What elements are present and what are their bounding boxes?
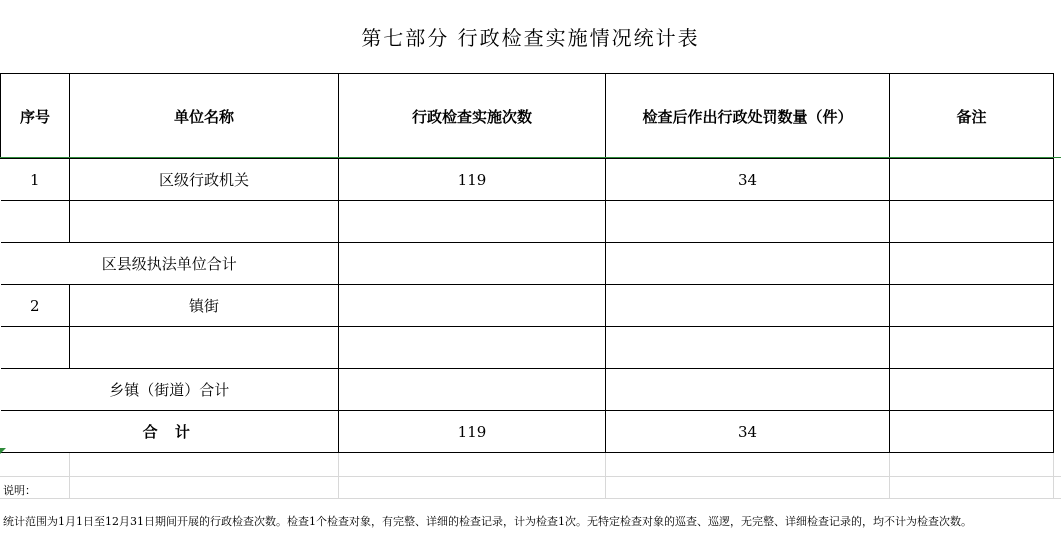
header-inspections: 行政检查实施次数 (339, 74, 606, 159)
cell-seq (1, 201, 70, 243)
total-inspections: 119 (339, 411, 606, 453)
note-text: 统计范围为1月1日至12月31日期间开展的行政检查次数。检查1个检查对象，有完整、详细的检查记录，计为检查1次。无特定检查对象的巡查、巡逻，无完整、详细检查记录的，均不计为检查次数。 (3, 515, 972, 528)
note-label: 说明： (3, 484, 36, 497)
cell-remark (890, 159, 1054, 201)
subtotal-row (1, 369, 1054, 411)
cell-inspections: 119 (339, 159, 606, 201)
table-row (1, 201, 1054, 243)
header-divider (0, 157, 1061, 158)
subtotal-district-label: 区县级执法单位合计 (1, 243, 339, 285)
cell-unit (70, 201, 339, 243)
cell-seq: 1 (1, 159, 70, 201)
header-seq: 序号 (1, 74, 70, 159)
cell-unit: 区级行政机关 (70, 159, 339, 201)
total-penalties: 34 (606, 411, 890, 453)
header-remark: 备注 (890, 74, 1054, 159)
subtotal-row (1, 243, 1054, 285)
cell-unit (70, 327, 339, 369)
header-penalties: 检查后作出行政处罚数量（件） (606, 74, 890, 159)
subtotal-town-label: 乡镇（街道）合计 (1, 369, 339, 411)
cell-penalties: 34 (606, 159, 890, 201)
header-unit: 单位名称 (70, 74, 339, 159)
cell-remark (890, 243, 1054, 285)
cell-remark (890, 285, 1054, 327)
cell-inspections (339, 327, 606, 369)
statistics-table (0, 73, 1054, 453)
cell-remark (890, 201, 1054, 243)
total-label: 合 计 (1, 411, 339, 453)
cell-unit: 镇街 (70, 285, 339, 327)
cell-penalties (606, 369, 890, 411)
cell-seq (1, 327, 70, 369)
cell-penalties (606, 201, 890, 243)
page-title: 第七部分 行政检查实施情况统计表 (361, 25, 700, 50)
cell-penalties (606, 243, 890, 285)
cell-penalties (606, 285, 890, 327)
table-row (1, 327, 1054, 369)
cell-inspections (339, 285, 606, 327)
sheet-gridline (0, 498, 1061, 499)
header-row (1, 74, 1054, 159)
cell-corner-marker (0, 448, 6, 454)
cell-penalties (606, 327, 890, 369)
cell-inspections (339, 201, 606, 243)
cell-inspections (339, 243, 606, 285)
cell-remark (890, 411, 1054, 453)
total-row (1, 411, 1054, 453)
sheet-gridline (0, 476, 1061, 477)
cell-seq: 2 (1, 285, 70, 327)
cell-remark (890, 369, 1054, 411)
cell-remark (890, 327, 1054, 369)
cell-inspections (339, 369, 606, 411)
table-row (1, 285, 1054, 327)
table-row (1, 159, 1054, 201)
